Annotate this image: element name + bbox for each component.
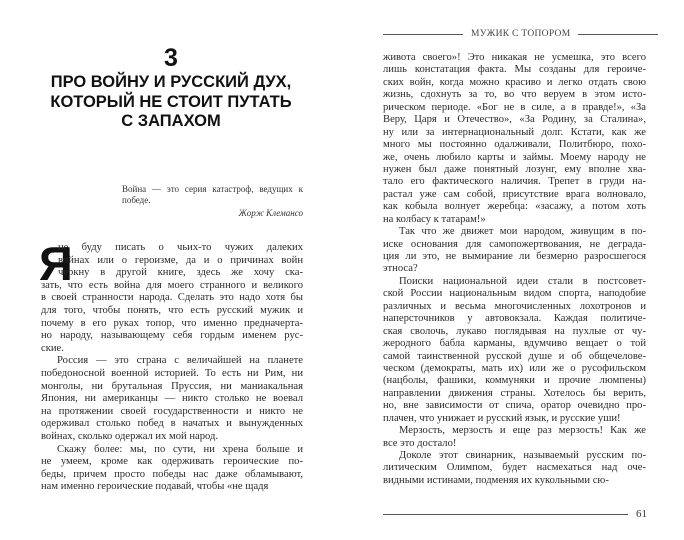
divider bbox=[383, 34, 463, 35]
epigraph-author: Жорж Клемансо bbox=[238, 208, 303, 218]
text-line: нужен был даже понятный лозунг, ему вполне хва- bbox=[383, 163, 646, 175]
text-line: различных и весьма многочисленных лохотронов и bbox=[383, 300, 646, 312]
text-line: же, очень любило карты и займы. Моему народу не bbox=[383, 151, 646, 163]
divider bbox=[383, 514, 628, 515]
text-line: лишь констатация факта. Мы созданы для героиче- bbox=[383, 64, 646, 76]
text-line: плачен, что унижает и русский язык, и русские уши! bbox=[383, 412, 621, 424]
text-line: ческом (демократы, мать их) или же о русофильском bbox=[383, 362, 646, 374]
text-line: растал уже сам собой, присутствие врага волновало, bbox=[383, 188, 646, 200]
text-line: жеродного бабла карманы, вдумчиво вещает о той bbox=[383, 338, 646, 350]
text-line: Поиски национальной идеи стали в постсовет- bbox=[399, 275, 646, 287]
body-text bbox=[39, 237, 303, 494]
page-number: 61 bbox=[636, 508, 647, 520]
text-line: беды, причем просто победы нас даже обламывают, bbox=[41, 468, 303, 480]
text-line: монголы, ни брутальная Пруссия, ни маниакальная bbox=[41, 380, 303, 392]
drop-cap: Я bbox=[39, 237, 73, 290]
right-page bbox=[342, 0, 684, 540]
text-line: черкну в другой книге, здесь же хочу ска- bbox=[58, 267, 303, 279]
text-line: в своей странности народа. Сделать это надо хотя бы bbox=[41, 292, 303, 304]
text-line: победоносной военной историей. То есть ни Рим, ни bbox=[41, 367, 303, 379]
text-line: на колбасу к татарам!» bbox=[383, 213, 486, 225]
text-line: видными истинами, подменяя их кукольными сю- bbox=[383, 474, 609, 486]
text-line: одерживал столько побед в начатых и вынужденных bbox=[41, 418, 303, 430]
text-line: этноса? bbox=[383, 263, 418, 275]
text-line: не умеем, кроме как одерживать героические по- bbox=[41, 456, 303, 468]
text-line: ские. bbox=[41, 342, 64, 354]
text-line: живота своего»! Это никакая не усмешка, это всего bbox=[383, 52, 646, 63]
text-line: Скажу более: мы, по сути, ни хрена больше и bbox=[57, 443, 303, 455]
text-line: на протяжении своей государственности и никто не bbox=[41, 405, 303, 417]
text-line: ская сволочь, лукаво поглядывая на пухлые от чу- bbox=[383, 325, 646, 337]
divider bbox=[578, 34, 658, 35]
text-line: ну или за интернациональный долг. Кстати, как же bbox=[383, 126, 646, 138]
text-line: Россия — это страна с величайшей на планете bbox=[57, 355, 303, 367]
text-line: войнах, сколько одержал их мой народ. bbox=[41, 430, 219, 442]
text-line: не буду писать о чьих-то чужих далеких bbox=[58, 242, 303, 253]
text-line: ских войн, когда можно красиво и легко отдать свою bbox=[383, 76, 646, 88]
text-line: литическим Олимпом, будет насмехаться над оче- bbox=[383, 462, 646, 474]
text-line: почему в его руках топор, что именно предначерта- bbox=[41, 317, 303, 329]
chapter-title-line: ПРО ВОЙНУ И РУССКИЙ ДУХ, bbox=[50, 73, 292, 91]
text-line: рическом периоде. «Бог не в силе, а в правде!», «За bbox=[383, 101, 646, 113]
text-line: для того, чтобы понять, что есть русский мужик и bbox=[41, 304, 303, 316]
epigraph: Война — это серия катастроф, ведущих к победе. bbox=[122, 184, 303, 205]
text-line: жизнь, сдохнуть за то, во что веруем в этом исто- bbox=[383, 89, 646, 101]
text-line: (нацболы, фашики, коммуняки и прочие люмпены) bbox=[383, 375, 646, 387]
chapter-number: 3 bbox=[164, 44, 178, 72]
text-line: как кобыла волнует жеребца: «засажу, а потом хоть bbox=[383, 201, 646, 213]
text-line: но народу, называющему себя гордым именем рус- bbox=[41, 330, 303, 342]
text-line: наперсточников у автовокзала. Каждая политиче- bbox=[383, 313, 646, 325]
text-line: но, вне зависимости от спича, оратор очевидно про- bbox=[383, 400, 646, 412]
chapter-title-line: КОТОРЫЙ НЕ СТОИТ ПУТАТЬ bbox=[50, 92, 292, 111]
chapter-title bbox=[40, 73, 302, 132]
text-line: направлении движения страны. Хотелось бы верить, bbox=[383, 387, 646, 399]
text-line: Япония, ни американцы — никто столько не воевал bbox=[41, 393, 303, 405]
text-line: все это достало! bbox=[383, 437, 457, 449]
text-line: ция ли это, не вымирание ли безмерно разросшегося bbox=[383, 251, 646, 262]
text-line: Так что же движет мои народом, живущим в по- bbox=[399, 226, 646, 238]
text-line: Веру, Царя и Отечество», «За Родину, за Сталина», bbox=[383, 114, 646, 126]
text-line: иске основания для самопожертвования, не деграда- bbox=[383, 238, 646, 250]
page-footer bbox=[383, 508, 647, 520]
text-line: тало его фактического наличия. Трепет в груди на- bbox=[383, 176, 646, 188]
text-line: зать, что есть война для моего странного и великого bbox=[41, 279, 303, 291]
text-line: нам именно героические подавай, чтобы «не щадя bbox=[41, 481, 269, 493]
running-head-title: МУЖИК С ТОПОРОМ bbox=[471, 29, 571, 39]
text-line: войнах или о героизме, да и о причинах войн bbox=[58, 254, 303, 266]
text-line: самой таинственной русской душе и об общечелове- bbox=[383, 350, 646, 362]
text-line: Мерзость, мерзость и еще раз мерзость! Как же bbox=[399, 425, 646, 437]
body-text bbox=[383, 52, 646, 487]
running-head bbox=[342, 29, 684, 39]
chapter-title-line: С ЗАПАХОМ bbox=[121, 112, 221, 130]
text-line: много мы постоянно одалживали, Политбюро, похо- bbox=[383, 139, 646, 151]
text-line: ской России национальным видом спорта, наподобие bbox=[383, 288, 646, 300]
text-line: Доколе этот свинарник, называемый русским по- bbox=[399, 450, 646, 461]
